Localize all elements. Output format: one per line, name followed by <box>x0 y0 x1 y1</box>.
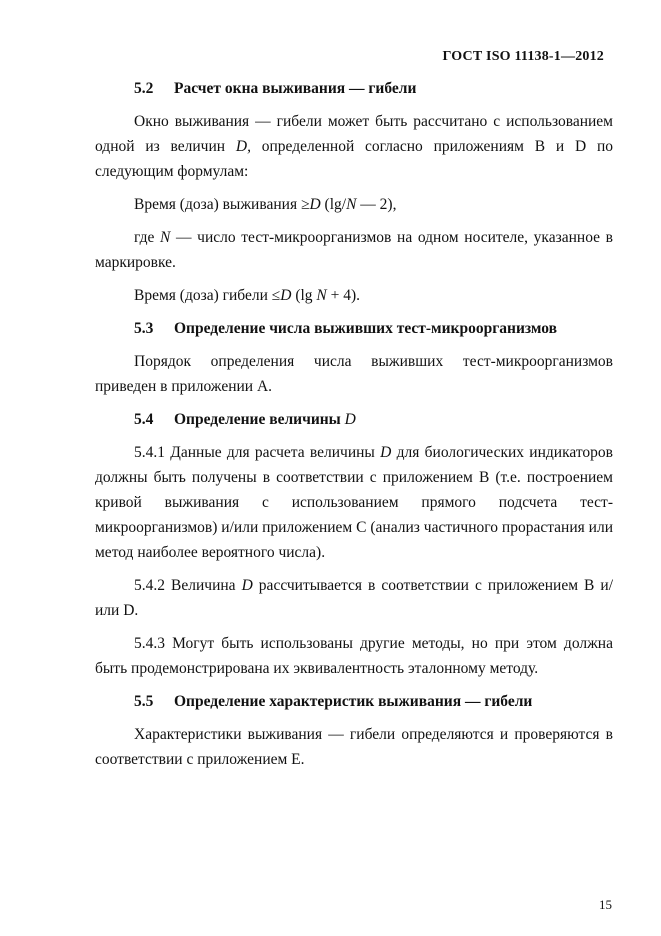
section-title: Расчет окна выживания — гибели <box>174 80 417 97</box>
variable-text: D <box>380 444 392 461</box>
text-run: Время (доза) выживания ≥ <box>134 196 310 213</box>
text-run: для биологических индикаторов должны быть получены в соответствии с приложением B (т.е. построением кривой выживания с использованием прямого подсчета тест-микроорганизмов) и/или приложением С (анализ частичного прорастания или метод наиболее вероятного числа). <box>95 444 613 561</box>
text-run: Окно выживания — гибели может быть рассчитано с использованием одной из величин <box>95 113 613 155</box>
variable-text: N <box>346 196 357 213</box>
section-heading-5-4 <box>95 407 613 432</box>
section-number: 5.2 <box>134 80 154 97</box>
document-body <box>95 76 613 780</box>
text-run: — число тест-микроорганизмов на одном носителе, указанное в маркировке. <box>95 229 613 271</box>
paragraph-5-4-3: 5.4.3 Могут быть использованы другие методы, но при этом должна быть продемонстрирована их эквивалентность эталонному методу. <box>95 635 613 677</box>
text-run: 5.4.1 Данные для расчета величины <box>134 444 381 461</box>
variable-text: D <box>280 287 292 304</box>
variable-text: D, <box>235 138 251 155</box>
section-heading-5-2 <box>95 76 613 101</box>
text-run: определенной согласно приложениям B и D по следующим формулам: <box>95 138 613 180</box>
section-number: 5.5 <box>134 693 154 710</box>
section-title: Определение величины <box>174 411 345 428</box>
document-header: ГОСТ ISO 11138-1—2012 <box>442 49 604 64</box>
section-number: 5.3 <box>134 320 154 337</box>
paragraph-5-4-1 <box>95 440 613 565</box>
variable-text: D <box>241 577 253 594</box>
text-run: Время (доза) гибели ≤ <box>134 287 281 304</box>
paragraph <box>95 225 613 275</box>
text-run: (lg/ <box>320 196 347 213</box>
text-run: (lg <box>291 287 317 304</box>
text-run: где <box>134 229 161 246</box>
formula-kill <box>95 283 613 308</box>
page-number: 15 <box>599 897 612 912</box>
section-number: 5.4 <box>134 411 154 428</box>
paragraph-5-4-2 <box>95 573 613 623</box>
variable-text: N <box>316 287 327 304</box>
text-run: + 4). <box>326 287 361 304</box>
variable-text: D <box>344 411 356 428</box>
text-run: 5.4.2 Величина <box>134 577 242 594</box>
paragraph: Порядок определения числа выживших тест-микроорганизмов приведен в приложении А. <box>95 353 613 395</box>
text-run: — 2), <box>356 196 397 213</box>
section-heading-5-3 <box>95 316 613 341</box>
paragraph <box>95 109 613 184</box>
formula-survival <box>95 192 613 217</box>
variable-text: N <box>160 229 171 246</box>
variable-text: D <box>309 196 321 213</box>
section-title: Определение числа выживших тест-микроорганизмов <box>174 320 557 337</box>
text-run: рассчитывается в соответствии с приложением B и/или D. <box>95 577 613 619</box>
section-heading-5-5 <box>95 689 613 714</box>
section-title: Определение характеристик выживания — гибели <box>174 693 533 710</box>
paragraph: Характеристики выживания — гибели определяются и проверяются в соответствии с приложением Е. <box>95 726 613 768</box>
